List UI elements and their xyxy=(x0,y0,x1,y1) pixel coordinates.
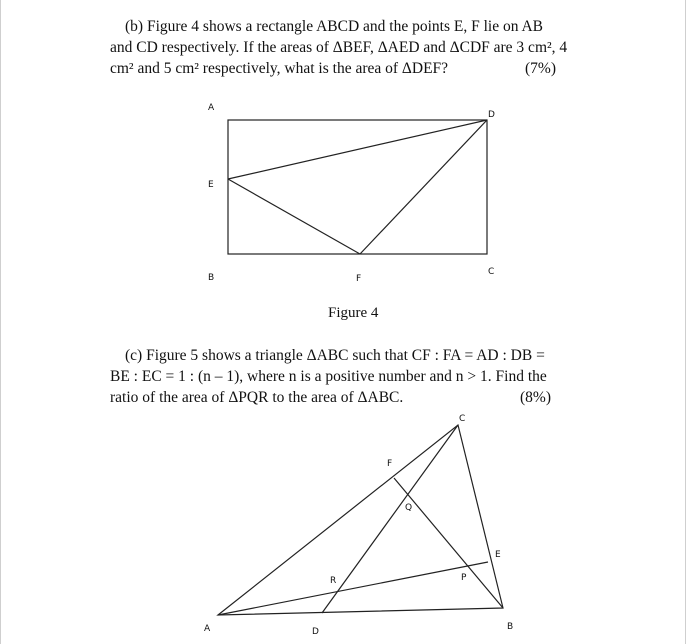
fig4-label-c: C xyxy=(488,267,495,277)
part-b-line-3-text: cm² and 5 cm² respectively, what is the area of ΔDEF? xyxy=(110,60,449,77)
part-c-line-3-text: ratio of the area of ΔPQR to the area of ΔABC. xyxy=(110,389,404,406)
part-b-marks: (7%) xyxy=(525,60,556,77)
segment-cd xyxy=(322,425,458,613)
fig5-label-c: C xyxy=(459,414,466,424)
fig5-label-p: P xyxy=(461,573,467,583)
fig4-label-f: F xyxy=(356,274,362,284)
part-b-line-1: (b) Figure 4 shows a rectangle ABCD and the points E, F lie on AB xyxy=(125,18,544,35)
fig5-label-d: D xyxy=(312,627,319,637)
part-c-line-1: (c) Figure 5 shows a triangle ΔABC such that CF : FA = AD : DB = xyxy=(125,347,545,364)
figure-4-caption: Figure 4 xyxy=(328,305,379,321)
fig4-label-a: A xyxy=(208,103,215,113)
fig4-label-b: B xyxy=(208,273,215,283)
fig5-label-b: B xyxy=(507,622,514,632)
part-c-marks: (8%) xyxy=(520,389,551,406)
fig4-label-d: D xyxy=(488,110,495,120)
part-b-line-2: and CD respectively. If the areas of ΔBEF, ΔAED and ΔCDF are 3 cm², 4 xyxy=(110,39,568,56)
fig5-label-e: E xyxy=(495,550,501,560)
fig4-label-e: E xyxy=(208,180,214,190)
fig5-label-q: Q xyxy=(405,503,413,513)
fig5-label-r: R xyxy=(330,576,337,586)
fig5-label-f: F xyxy=(387,459,393,469)
part-c-line-2: BE : EC = 1 : (n – 1), where n is a positive number and n > 1. Find the xyxy=(110,368,547,385)
fig5-label-a: A xyxy=(204,624,211,634)
